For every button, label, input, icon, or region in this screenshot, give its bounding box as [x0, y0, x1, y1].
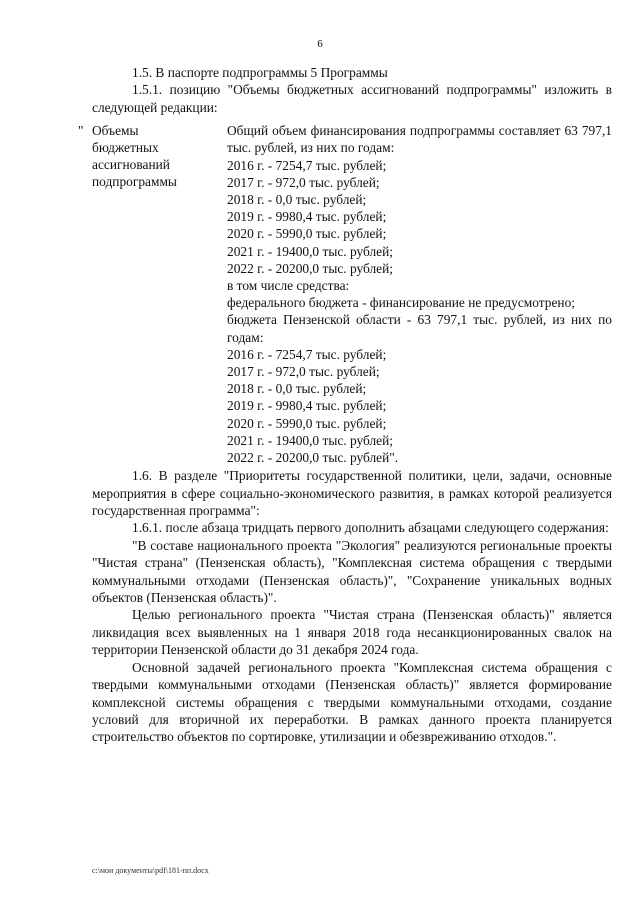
opening-quote: " [78, 123, 84, 139]
funding-line: 2019 г. - 9980,4 тыс. рублей; [227, 209, 387, 225]
funding-line: 2020 г. - 5990,0 тыс. рублей; [227, 415, 387, 431]
section-1-6-heading: 1.6. В разделе "Приоритеты государственной политики, цели, задачи, основные мероприятия в сфере социально-экономического развития, в рамках которой реализуется государственная программа": [92, 468, 612, 519]
funding-line: 2021 г. - 19400,0 тыс. рублей; [227, 243, 393, 259]
funding-line: 2021 г. - 19400,0 тыс. рублей; [227, 432, 393, 448]
funding-line: федерального бюджета - финансирование не предусмотрено; [227, 295, 575, 311]
page-number: 6 [317, 38, 323, 50]
funding-line: 2018 г. - 0,0 тыс. рублей; [227, 381, 367, 397]
passport-table-label: Объемы бюджетных ассигнований подпрограммы [92, 123, 177, 190]
funding-line: 2020 г. - 5990,0 тыс. рублей; [227, 226, 387, 242]
funding-line: 2017 г. - 972,0 тыс. рублей; [227, 364, 380, 380]
funding-line: 2016 г. - 7254,7 тыс. рублей; [227, 157, 387, 173]
funding-line: 2022 г. - 20200,0 тыс. рублей; [227, 260, 393, 276]
body-paragraph: Целью регионального проекта "Чистая страна (Пензенская область)" является ликвидация всех выявленных на 1 января 2018 года несанкционированных свалок на территории Пензенской области до 31 декабря 2024 года. [92, 607, 612, 658]
passport-table-value-cell [227, 122, 612, 466]
funding-line: 2022 г. - 20200,0 тыс. рублей". [227, 450, 399, 466]
passport-table-label-cell [80, 122, 192, 190]
funding-line: бюджета Пензенской области - 63 797,1 тыс. рублей, из них по годам: [227, 312, 612, 345]
section-1-5-heading: 1.5. В паспорте подпрограммы 5 Программы [132, 65, 388, 80]
document-body [78, 64, 612, 746]
funding-line: 2017 г. - 972,0 тыс. рублей; [227, 174, 380, 190]
funding-line: в том числе средства: [227, 278, 350, 294]
body-paragraph: "В составе национального проекта "Экология" реализуются региональные проекты "Чистая страна" (Пензенская область), "Комплексная система обращения с твердыми коммунальными отходами (Пензенская область)", "Сохранение уникальных водных объектов (Пензенская область)". [92, 537, 612, 606]
passport-table [78, 122, 612, 467]
item-1-5-1: 1.5.1. позицию "Объемы бюджетных ассигнований подпрограммы" изложить в следующей редакции: [92, 82, 612, 115]
funding-line: 2018 г. - 0,0 тыс. рублей; [227, 192, 367, 208]
funding-line: 2016 г. - 7254,7 тыс. рублей; [227, 346, 387, 362]
body-paragraph: Основной задачей регионального проекта "Комплексная система обращения с твердыми коммунальными отходами (Пензенская область)" является формирование комплексной системы обращения с твердыми коммунальными отходами, создание условий для вторичной их переработки. В рамках данного проекта планируется строительство объектов по сортировке, утилизации и обезвреживанию отходов.". [92, 659, 612, 745]
funding-line: 2019 г. - 9980,4 тыс. рублей; [227, 398, 387, 414]
item-1-6-1: 1.6.1. после абзаца тридцать первого дополнить абзацами следующего содержания: [132, 520, 609, 536]
footer-file-path: c:\мои документы\pdf\181-пп.docx [92, 866, 209, 875]
funding-line: Общий объем финансирования подпрограммы составляет 63 797,1 тыс. рублей, из них по годам: [227, 123, 612, 156]
